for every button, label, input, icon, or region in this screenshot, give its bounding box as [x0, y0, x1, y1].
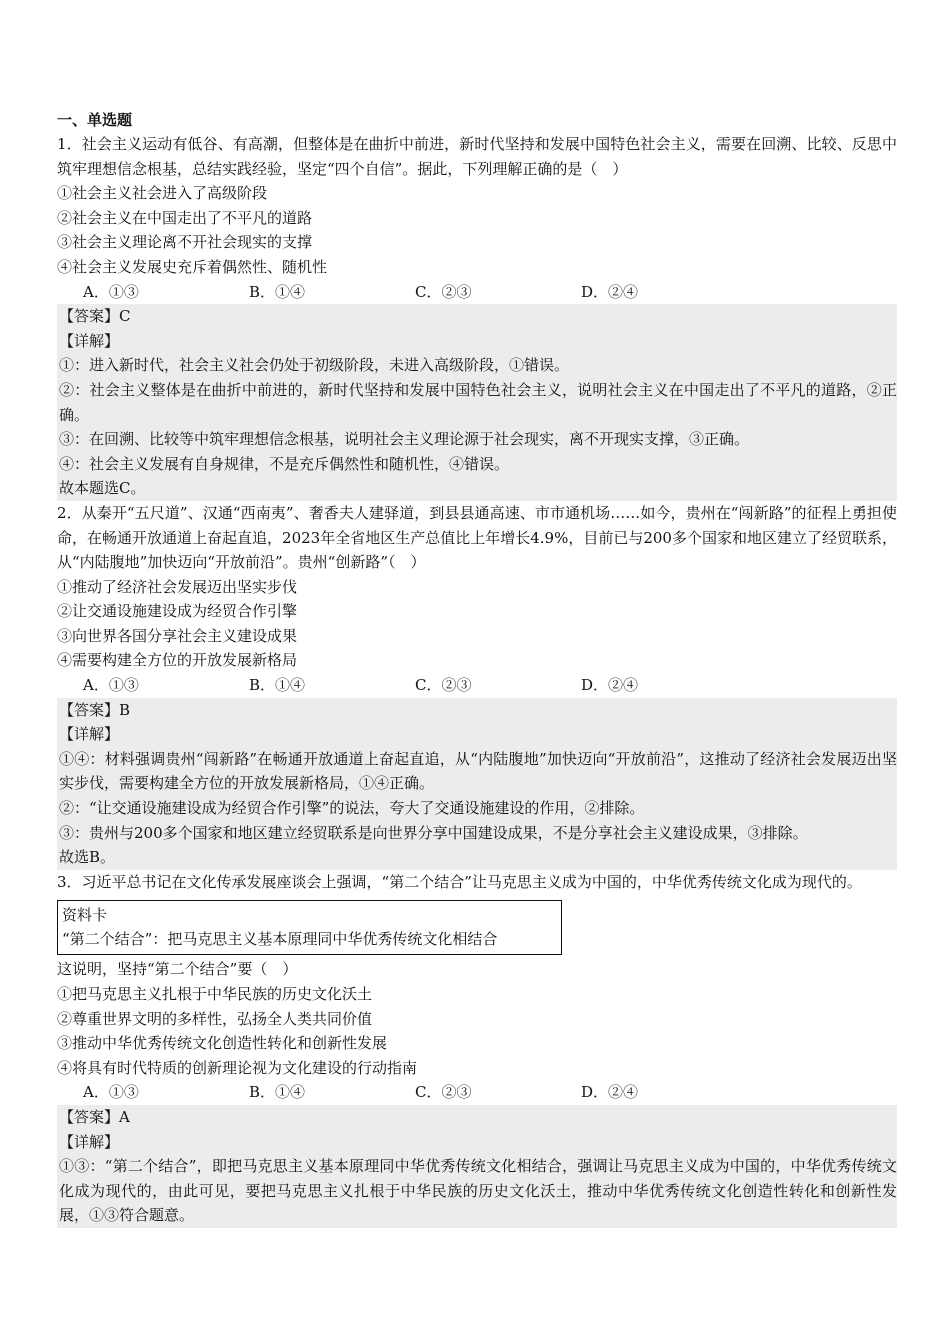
- option-b: B．①④: [249, 282, 306, 301]
- question-3: [57, 870, 897, 1228]
- explain-label: 【详解】: [59, 331, 120, 350]
- explanation: ①：进入新时代，社会主义社会仍处于初级阶段，未进入高级阶段，①错误。: [59, 356, 570, 375]
- explain-label: 【详解】: [59, 1132, 120, 1151]
- explanation: ④：社会主义发展有自身规律，不是充斥偶然性和随机性，④错误。: [59, 454, 510, 473]
- statement: ②社会主义在中国走出了不平凡的道路: [57, 208, 313, 227]
- statement: ①社会主义社会进入了高级阶段: [57, 184, 268, 203]
- statement: ④需要构建全方位的开放发展新格局: [57, 651, 298, 670]
- option-d: D．②④: [581, 1083, 639, 1102]
- info-card: [57, 900, 562, 955]
- question-stem: 1．社会主义运动有低谷、有高潮，但整体是在曲折中前进，新时代坚持和发展中国特色社会主义，需要在回溯、比较、反思中筑牢理想信念根基，总结实践经验，坚定“四个自信”。据此，下列理解正确的是（ ）: [57, 135, 897, 178]
- statement: ①把马克思主义扎根于中华民族的历史文化沃土: [57, 985, 373, 1003]
- info-card-content: “第二个结合”：把马克思主义基本原理同中华优秀传统文化相结合: [62, 930, 498, 949]
- option-a: A．①③: [83, 676, 139, 695]
- answer-options: [57, 1080, 897, 1105]
- answer-label: 【答案】A: [59, 1107, 130, 1126]
- option-b: B．①④: [249, 676, 306, 695]
- answer-block: [57, 698, 897, 870]
- option-c: C．②③: [415, 676, 472, 695]
- option-d: D．②④: [581, 282, 639, 301]
- info-card-title: 资料卡: [62, 906, 108, 925]
- question-2: [57, 501, 897, 870]
- section-title: 一、单选题: [57, 111, 133, 129]
- answer-options: [57, 673, 897, 698]
- option-d: D．②④: [581, 676, 639, 695]
- option-b: B．①④: [249, 1083, 306, 1102]
- option-a: A．①③: [83, 282, 139, 301]
- explanation: ③：在回溯、比较等中筑牢理想信念根基，说明社会主义理论源于社会现实，离不开现实支撑，③正确。: [59, 430, 750, 449]
- question-stem: 3．习近平总书记在文化传承发展座谈会上强调，“第二个结合”让马克思主义成为中国的，中华优秀传统文化成为现代的。: [57, 872, 862, 891]
- question-stem: 2．从秦开“五尺道”、汉通“西南夷”、奢香夫人建驿道，到县县通高速、市市通机场……如今，贵州在“闯新路”的征程上勇担使命，在畅通开放通道上奋起直追，2023年全省地区生产总值比上年增长4.9%，目前已与200多个国家和地区建立了经贸联系，从“内陆腹地”加快迈向“开放前沿”。贵州“创新路”（ ）: [57, 503, 897, 572]
- answer-block: [57, 1105, 897, 1228]
- answer-label: 【答案】C: [59, 307, 131, 326]
- option-c: C．②③: [415, 282, 472, 301]
- statement: ④将具有时代特质的创新理论视为文化建设的行动指南: [57, 1058, 418, 1077]
- question-prompt: 这说明，坚持“第二个结合”要（ ）: [57, 960, 298, 979]
- explanation: ③：贵州与200多个国家和地区建立经贸联系是向世界分享中国建设成果，不是分享社会主义建设成果，③排除。: [59, 823, 808, 842]
- statement: ③向世界各国分享社会主义建设成果: [57, 626, 298, 645]
- question-1: [57, 132, 897, 501]
- statement: ①推动了经济社会发展迈出坚实步伐: [57, 577, 298, 596]
- statement: ②让交通设施建设成为经贸合作引擎: [57, 602, 298, 621]
- explanation: ①③：“第二个结合”，即把马克思主义基本原理同中华优秀传统文化相结合，强调让马克思主义成为中国的，中华优秀传统文化成为现代的，由此可见，要把马克思主义扎根于中华民族的历史文化沃土，推动中华优秀传统文化创造性转化和创新性发展，①③符合题意。: [59, 1157, 897, 1225]
- conclusion: 故选B。: [59, 848, 116, 867]
- option-a: A．①③: [83, 1083, 139, 1102]
- statement: ③推动中华优秀传统文化创造性转化和创新性发展: [57, 1034, 388, 1053]
- answer-block: [57, 304, 897, 501]
- statement: ③社会主义理论离不开社会现实的支撑: [57, 233, 313, 252]
- explain-label: 【详解】: [59, 725, 120, 744]
- conclusion: 故本题选C。: [59, 479, 146, 498]
- option-c: C．②③: [415, 1083, 472, 1102]
- answer-label: 【答案】B: [59, 700, 131, 719]
- statement: ④社会主义发展史充斥着偶然性、随机性: [57, 257, 328, 276]
- explanation: ②：社会主义整体是在曲折中前进的，新时代坚持和发展中国特色社会主义，说明社会主义在中国走出了不平凡的道路，②正确。: [59, 380, 897, 424]
- answer-options: [57, 280, 897, 305]
- statement: ②尊重世界文明的多样性，弘扬全人类共同价值: [57, 1009, 373, 1028]
- explanation: ②：“让交通设施建设成为经贸合作引擎”的说法，夸大了交通设施建设的作用，②排除。: [59, 799, 645, 818]
- document-page: [57, 108, 897, 1228]
- explanation: ①④：材料强调贵州“闯新路”在畅通开放通道上奋起直追，从“内陆腹地”加快迈向“开放前沿”，这推动了经济社会发展迈出坚实步伐，需要构建全方位的开放发展新格局，①④正确。: [59, 749, 897, 793]
